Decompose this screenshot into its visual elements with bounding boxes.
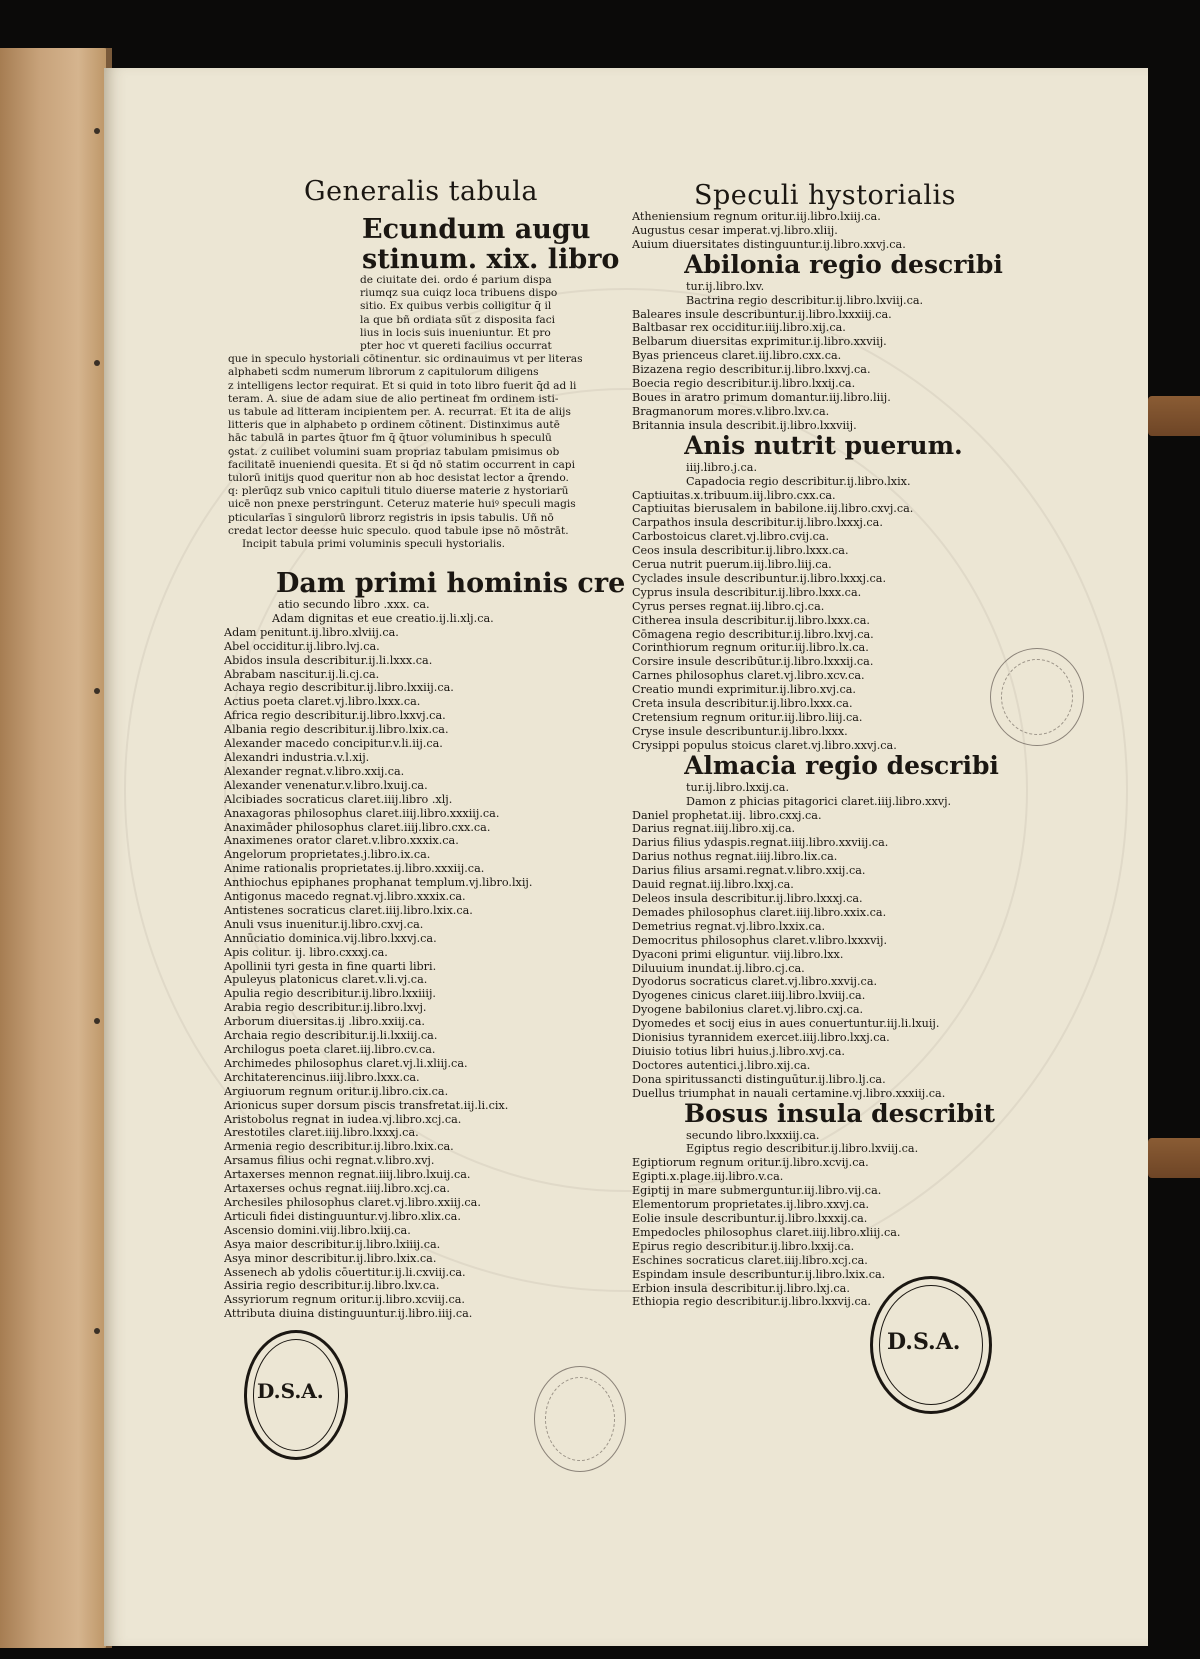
index-entry: Apulia regio describitur.ij.libro.lxxiiij. bbox=[224, 987, 436, 1001]
index-entry: Achaya regio describitur.ij.libro.lxxiij.ca. bbox=[224, 681, 454, 695]
right-entry-list bbox=[632, 210, 1072, 1309]
index-entry: Aristobolus regnat in iudea.vj.libro.xcj.ca. bbox=[224, 1112, 462, 1126]
index-entry: Archesiles philosophus claret.vj.libro.xxiij.ca. bbox=[224, 1195, 481, 1209]
index-entry: Baltbasar rex occiditur.iiij.libro.xij.ca. bbox=[632, 321, 846, 335]
index-entry: Diuisio totius libri huius.j.libro.xvj.ca. bbox=[632, 1044, 845, 1058]
section-e-sub2: Egiptus regio describitur.ij.libro.lxviij.ca. bbox=[686, 1142, 919, 1156]
index-entry: Bragmanorum mores.v.libro.lxv.ca. bbox=[632, 404, 830, 418]
index-entry: Cyprus insula describitur.ij.libro.lxxx.ca. bbox=[632, 585, 862, 599]
section-b-sub2: Bactrina regio describitur.ij.libro.lxviij.ca. bbox=[686, 293, 924, 307]
intro-line: Incipit tabula primi voluminis speculi hystorialis. bbox=[242, 538, 506, 551]
index-entry: Demades philosophus claret.iiij.libro.xxix.ca. bbox=[632, 905, 887, 919]
intro-line: tulorū initijs quod queritur non ab hoc desistat lector a q̄rendo. bbox=[228, 472, 569, 485]
owner-stamp-left bbox=[244, 1330, 348, 1460]
index-entry: Duellus triumphat in nauali certamine.vj.libro.xxxiij.ca. bbox=[632, 1086, 946, 1100]
index-entry: Annūciatio dominica.vij.libro.lxxvj.ca. bbox=[224, 931, 437, 945]
index-entry: Apis colitur. ij. libro.cxxxj.ca. bbox=[224, 945, 388, 959]
index-entry: Anuli vsus inuenitur.ij.libro.cxvj.ca. bbox=[224, 917, 424, 931]
stamp-initials-left: D.S.A. bbox=[257, 1379, 324, 1403]
clasp-strap-upper bbox=[1148, 396, 1200, 436]
library-stamp-inner bbox=[1001, 659, 1073, 735]
index-entry: Darius filius arsami.regnat.v.libro.xxij.ca. bbox=[632, 864, 866, 878]
index-entry: Articuli fidei distinguuntur.vj.libro.xlix.ca. bbox=[224, 1209, 461, 1223]
intro-line: uicē non pnexe perstringunt. Ceteruz materie huiꝰ speculi magis bbox=[228, 498, 576, 511]
index-entry: Archaia regio describitur.ij.li.lxxiij.ca. bbox=[224, 1029, 438, 1043]
index-entry: Doctores autentici.j.libro.xij.ca. bbox=[632, 1058, 811, 1072]
index-entry: Asya minor describitur.ij.libro.lxix.ca. bbox=[224, 1251, 437, 1265]
intro-line: credat lector deesse huic speculo. quod tabule ipse nō mōstrāt. bbox=[228, 524, 569, 537]
index-entry: Asya maior describitur.ij.libro.lxiiij.ca. bbox=[224, 1237, 441, 1251]
index-entry: Assyriorum regnum oritur.ij.libro.xcviij.ca. bbox=[224, 1293, 465, 1307]
index-entry: Darius filius ydaspis.regnat.iiij.libro.xxviij.ca. bbox=[632, 836, 889, 850]
intro-line: teram. A. siue de adam siue de alio pertineat fm ordinem isti- bbox=[228, 392, 559, 405]
book-page bbox=[104, 68, 1148, 1646]
intro-line: la que bñ ordiata sūt z disposita faci bbox=[360, 313, 556, 326]
intro-paragraph bbox=[228, 274, 654, 551]
index-entry: Alexander venenatur.v.libro.lxuij.ca. bbox=[224, 778, 428, 792]
index-entry: Captiuitas.x.tribuum.iij.libro.cxx.ca. bbox=[632, 488, 836, 502]
index-entry: Attributa diuina distinguuntur.ij.libro.iiij.ca. bbox=[224, 1307, 473, 1321]
section-c-sub2: Capadocia regio describitur.ij.libro.lxix. bbox=[686, 474, 911, 488]
initial-line-2: stinum. xix. libro bbox=[362, 244, 620, 275]
index-entry: Anime rationalis proprietates.ij.libro.xxxiij.ca. bbox=[224, 862, 485, 876]
index-entry: Anaxagoras philosophus claret.iiij.libro.xxxiij.ca. bbox=[224, 806, 500, 820]
index-entry: Apollinii tyri gesta in fine quarti libri. bbox=[224, 959, 437, 973]
index-entry: Augustus cesar imperat.vj.libro.xliij. bbox=[632, 223, 838, 237]
index-entry: Africa regio describitur.ij.libro.lxxvj.ca. bbox=[224, 709, 446, 723]
index-entry: Auium diuersitates distinguuntur.ij.libro.xxvj.ca. bbox=[632, 237, 906, 251]
index-entry: Dyaconi primi eliguntur. viij.libro.lxx. bbox=[632, 947, 844, 961]
index-entry: Corinthiorum regnum oritur.iij.libro.lx.ca. bbox=[632, 641, 869, 655]
intro-line: facilitatē inueniendi quesita. Et si q̄d nō statim occurrent in capi bbox=[228, 458, 575, 471]
intro-line: q: plerūqz sub vnico capituli titulo diuerse materie z hystoriarū bbox=[228, 485, 569, 498]
index-entry: Assiria regio describitur.ij.libro.lxv.ca. bbox=[224, 1279, 440, 1293]
section-a-heading: Dam primi hominis cre bbox=[276, 568, 626, 599]
intro-line: litteris que in alphabeto p ordinem cōtinent. Distinximus autē bbox=[228, 419, 560, 432]
section-d-heading: Almacia regio describi bbox=[684, 752, 999, 780]
index-entry: Armenia regio describitur.ij.libro.lxix.ca. bbox=[224, 1140, 454, 1154]
clasp-strap-lower bbox=[1148, 1138, 1200, 1178]
index-entry: Carbostoicus claret.vj.libro.cvij.ca. bbox=[632, 530, 830, 544]
intro-line: hāc tabulā in partes q̄tuor fm q̄ q̄tuor voluminibus h̄ speculū bbox=[228, 432, 552, 445]
index-entry: Ceos insula describitur.ij.libro.lxxx.ca. bbox=[632, 544, 849, 558]
index-entry: Adam penitunt.ij.libro.xlviij.ca. bbox=[224, 625, 399, 639]
index-entry: Arestotiles claret.iiij.libro.lxxxj.ca. bbox=[224, 1126, 419, 1140]
index-entry: Elementorum proprietates.ij.libro.xxvj.ca. bbox=[632, 1198, 870, 1212]
index-entry: Argiuorum regnum oritur.ij.libro.cix.ca. bbox=[224, 1084, 449, 1098]
library-stamp-inner bbox=[545, 1377, 615, 1461]
intro-line: z intelligens lector requirat. Et si quid in toto libro fuerit q̄d ad li bbox=[228, 379, 577, 392]
index-entry: Arionicus super dorsum piscis transfretat.iij.li.cix. bbox=[224, 1098, 509, 1112]
index-entry: Alexander regnat.v.libro.xxij.ca. bbox=[224, 764, 405, 778]
index-entry: Antistenes socraticus claret.iiij.libro.lxix.ca. bbox=[224, 903, 473, 917]
index-entry: Apuleyus platonicus claret.v.li.vj.ca. bbox=[224, 973, 428, 987]
index-entry: Captiuitas bierusalem in babilone.iij.libro.cxvj.ca. bbox=[632, 502, 914, 516]
intro-line: alphabeti scḋm numerum librorum z capitulorum diligens bbox=[228, 366, 539, 379]
index-entry: Belbarum diuersitas exprimitur.ij.libro.xxviij. bbox=[632, 335, 887, 349]
index-entry: Daniel prophetat.iij. libro.cxxj.ca. bbox=[632, 808, 822, 822]
index-entry: Espindam insule describuntur.ij.libro.lxix.ca. bbox=[632, 1267, 886, 1281]
leather-binding bbox=[0, 48, 112, 1648]
intro-line: pter hoc vt quereti facilius occurrat bbox=[360, 340, 552, 353]
index-entry: Crysippi populus stoicus claret.vj.libro.xxvj.ca. bbox=[632, 738, 897, 752]
section-b-heading: Abilonia regio describi bbox=[684, 251, 1003, 279]
index-entry: Boues in aratro primum domantur.iij.libro.liij. bbox=[632, 390, 891, 404]
index-entry: Ethiopia regio describitur.ij.libro.lxxvij.ca. bbox=[632, 1295, 871, 1309]
index-entry: Abel occiditur.ij.libro.lvj.ca. bbox=[224, 639, 380, 653]
index-entry: Demetrius regnat.vj.libro.lxxix.ca. bbox=[632, 919, 826, 933]
index-entry: Democritus philosophus claret.v.libro.lxxxvij. bbox=[632, 933, 888, 947]
index-entry: Anthiochus epiphanes prophanat templum.vj.libro.lxij. bbox=[224, 876, 533, 890]
index-entry: Atheniensium regnum oritur.iij.libro.lxiij.ca. bbox=[632, 210, 881, 223]
index-entry: Cerua nutrit puerum.iij.libro.liij.ca. bbox=[632, 558, 832, 572]
index-entry: Bizazena regio describitur.ij.libro.lxxvj.ca. bbox=[632, 363, 871, 377]
stamp-initials-right: D.S.A. bbox=[887, 1329, 961, 1355]
section-a-sub: atio secundo libro .xxx. ca. bbox=[278, 598, 430, 611]
stitch-mark bbox=[94, 360, 100, 366]
index-entry: Assenech ab ydolis cōuertitur.ij.li.cxviij.ca. bbox=[224, 1265, 466, 1279]
section-a-sub2: Adam dignitas et eue creatio.ij.li.xlj.ca. bbox=[272, 611, 494, 625]
index-entry: Alexandri industria.v.l.xij. bbox=[224, 750, 370, 764]
stitch-mark bbox=[94, 1328, 100, 1334]
index-entry: Baleares insule describuntur.ij.libro.lxxxiij.ca. bbox=[632, 307, 892, 321]
index-entry: Cretensium regnum oritur.iij.libro.liij.ca. bbox=[632, 711, 863, 724]
index-entry: Dionisius tyrannidem exercet.iiij.libro.lxxj.ca. bbox=[632, 1031, 890, 1045]
library-stamp-right bbox=[990, 648, 1084, 746]
intro-line: que in speculo hystoriali cōtinentur. sic ordinauimus vt per literas bbox=[228, 353, 583, 366]
intro-line: us tabule ad litteram incipientem per. A. recurrat. Et ita de alijs bbox=[228, 406, 571, 419]
section-c-sub: iiij.libro.j.ca. bbox=[686, 460, 758, 474]
index-entry: Eschines socraticus claret.iiij.libro.xcj.ca. bbox=[632, 1253, 868, 1267]
index-entry: Byas prienceus claret.iij.libro.cxx.ca. bbox=[632, 349, 842, 363]
section-d-sub2: Damon z phicias pitagorici claret.iiij.libro.xxvj. bbox=[686, 794, 952, 808]
index-entry: Anaximāder philosophus claret.iiij.libro.cxx.ca. bbox=[224, 820, 491, 834]
index-entry: Eolie insule describuntur.ij.libro.lxxxij.ca. bbox=[632, 1212, 868, 1225]
index-entry: Anaximenes orator claret.v.libro.xxxix.ca. bbox=[224, 834, 459, 848]
library-stamp-bottom bbox=[534, 1366, 626, 1472]
index-entry: Dauid regnat.iij.libro.lxxj.ca. bbox=[632, 878, 794, 892]
index-entry: Artaxerses mennon regnat.iiij.libro.lxuij.ca. bbox=[224, 1168, 471, 1182]
index-entry: Antigonus macedo regnat.vj.libro.xxxix.ca. bbox=[224, 890, 466, 904]
index-entry: Cryse insule describuntur.ij.libro.lxxx. bbox=[632, 724, 848, 738]
section-e-sub: secundo libro.lxxxiij.ca. bbox=[686, 1128, 820, 1142]
index-entry: Arsamus filius ochi regnat.v.libro.xvj. bbox=[224, 1154, 435, 1168]
index-entry: Erbion insula describitur.ij.libro.lxj.ca. bbox=[632, 1281, 850, 1295]
left-running-heading: Generalis tabula bbox=[304, 176, 538, 207]
index-entry: Albania regio describitur.ij.libro.lxix.ca. bbox=[224, 723, 449, 737]
index-entry: Diluuium inundat.ij.libro.cj.ca. bbox=[632, 961, 805, 975]
index-entry: Dyodorus socraticus claret.vj.libro.xxvij.ca. bbox=[632, 975, 878, 989]
index-entry: Angelorum proprietates.j.libro.ix.ca. bbox=[224, 848, 431, 862]
index-entry: Carpathos insula describitur.ij.libro.lxxxj.ca. bbox=[632, 516, 883, 530]
index-entry: Boecia regio describitur.ij.libro.lxxij.ca. bbox=[632, 377, 856, 391]
index-entry: Alcibiades socraticus claret.iiij.libro .xlj. bbox=[224, 792, 453, 806]
index-entry: Ascensio domini.viij.libro.lxiij.ca. bbox=[224, 1223, 411, 1237]
left-entry-list bbox=[224, 598, 644, 1321]
intro-line: lius in locis suis inueniuntur. Et pro bbox=[360, 326, 551, 339]
index-entry: Dona spiritussancti distinguūtur.ij.libro.lj.ca. bbox=[632, 1072, 886, 1086]
index-entry: Actius poeta claret.vj.libro.lxxx.ca. bbox=[224, 695, 421, 709]
right-running-heading: Speculi hystorialis bbox=[694, 180, 956, 211]
index-entry: Arabia regio describitur.ij.libro.lxvj. bbox=[224, 1001, 427, 1015]
index-entry: Abrabam nascitur.ij.li.cj.ca. bbox=[224, 667, 380, 681]
index-entry: Egipti.x.plage.iij.libro.v.ca. bbox=[632, 1170, 784, 1184]
intro-line: de ciuitate dei. ordo é parium dispa bbox=[360, 274, 552, 286]
section-c-heading: Anis nutrit puerum. bbox=[684, 432, 963, 460]
index-entry: Alexander macedo concipitur.v.li.iij.ca. bbox=[224, 737, 443, 751]
index-entry: Egiptij in mare submerguntur.iij.libro.vij.ca. bbox=[632, 1184, 882, 1198]
intro-line: sitio. Ex quibus verbis colligitur q̄ il bbox=[360, 300, 552, 313]
index-entry: Architaterencinus.iiij.libro.lxxx.ca. bbox=[224, 1070, 420, 1084]
index-entry: Archimedes philosophus claret.vj.li.xliij.ca. bbox=[224, 1056, 468, 1070]
index-entry: Epirus regio describitur.ij.libro.lxxij.ca. bbox=[632, 1239, 855, 1253]
section-d-sub: tur.ij.libro.lxxij.ca. bbox=[686, 780, 790, 794]
index-entry: Darius nothus regnat.iiij.libro.lix.ca. bbox=[632, 850, 838, 864]
intro-line: riumqz sua cuiqz loca tribuens dispo bbox=[360, 287, 558, 300]
index-entry: Deleos insula describitur.ij.libro.lxxxj.ca. bbox=[632, 891, 863, 905]
index-entry: Corsire insule describūtur.ij.libro.lxxxij.ca. bbox=[632, 655, 874, 669]
index-entry: Darius regnat.iiij.libro.xij.ca. bbox=[632, 822, 796, 836]
intro-line: pticularīas ī singulorū librorz registris in ipsis tabulis. Uñ nō bbox=[228, 511, 554, 524]
initial-line-1: Ecundum augu bbox=[362, 214, 591, 245]
index-entry: Cōmagena regio describitur.ij.libro.lxvj.ca. bbox=[632, 627, 874, 641]
index-entry: Creatio mundi exprimitur.ij.libro.xvj.ca. bbox=[632, 683, 856, 697]
index-entry: Arborum diuersitas.ij .libro.xxiij.ca. bbox=[224, 1015, 425, 1029]
section-e-heading: Bosus insula describit bbox=[684, 1100, 996, 1128]
index-entry: Archilogus poeta claret.iij.libro.cv.ca. bbox=[224, 1043, 436, 1056]
index-entry: Egiptiorum regnum oritur.ij.libro.xcvij.ca. bbox=[632, 1156, 869, 1170]
index-entry: Dyogenes cinicus claret.iiij.libro.lxviij.ca. bbox=[632, 989, 866, 1003]
section-b-sub: tur.ij.libro.lxv. bbox=[686, 279, 765, 293]
index-entry: Creta insula describitur.ij.libro.lxxx.ca. bbox=[632, 697, 853, 711]
owner-stamp-right bbox=[870, 1276, 992, 1414]
index-entry: Britannia insula describit.ij.libro.lxxviij. bbox=[632, 418, 857, 432]
index-entry: Dyogene babilonius claret.vj.libro.cxj.ca. bbox=[632, 1003, 864, 1017]
stitch-mark bbox=[94, 1018, 100, 1024]
index-entry: Carnes philosophus claret.vj.libro.xcv.ca. bbox=[632, 669, 865, 683]
index-entry: Cyclades insule describuntur.ij.libro.lxxxj.ca. bbox=[632, 571, 887, 585]
index-entry: Empedocles philosophus claret.iiij.libro.xliij.ca. bbox=[632, 1225, 901, 1239]
index-entry: Cyrus perses regnat.iij.libro.cj.ca. bbox=[632, 599, 825, 613]
index-entry: Artaxerses ochus regnat.iiij.libro.xcj.ca. bbox=[224, 1182, 450, 1196]
index-entry: Citherea insula describitur.ij.libro.lxxx.ca. bbox=[632, 613, 870, 627]
index-entry: Dyomedes et socij eius in aues conuertuntur.iij.li.lxuij. bbox=[632, 1017, 940, 1031]
stitch-mark bbox=[94, 128, 100, 134]
intro-line: ꝯstat. z cuilibet volumini suam propriaz tabulam pmisimus ob bbox=[228, 445, 560, 458]
stitch-mark bbox=[94, 688, 100, 694]
index-entry: Abidos insula describitur.ij.li.lxxx.ca. bbox=[224, 653, 433, 667]
